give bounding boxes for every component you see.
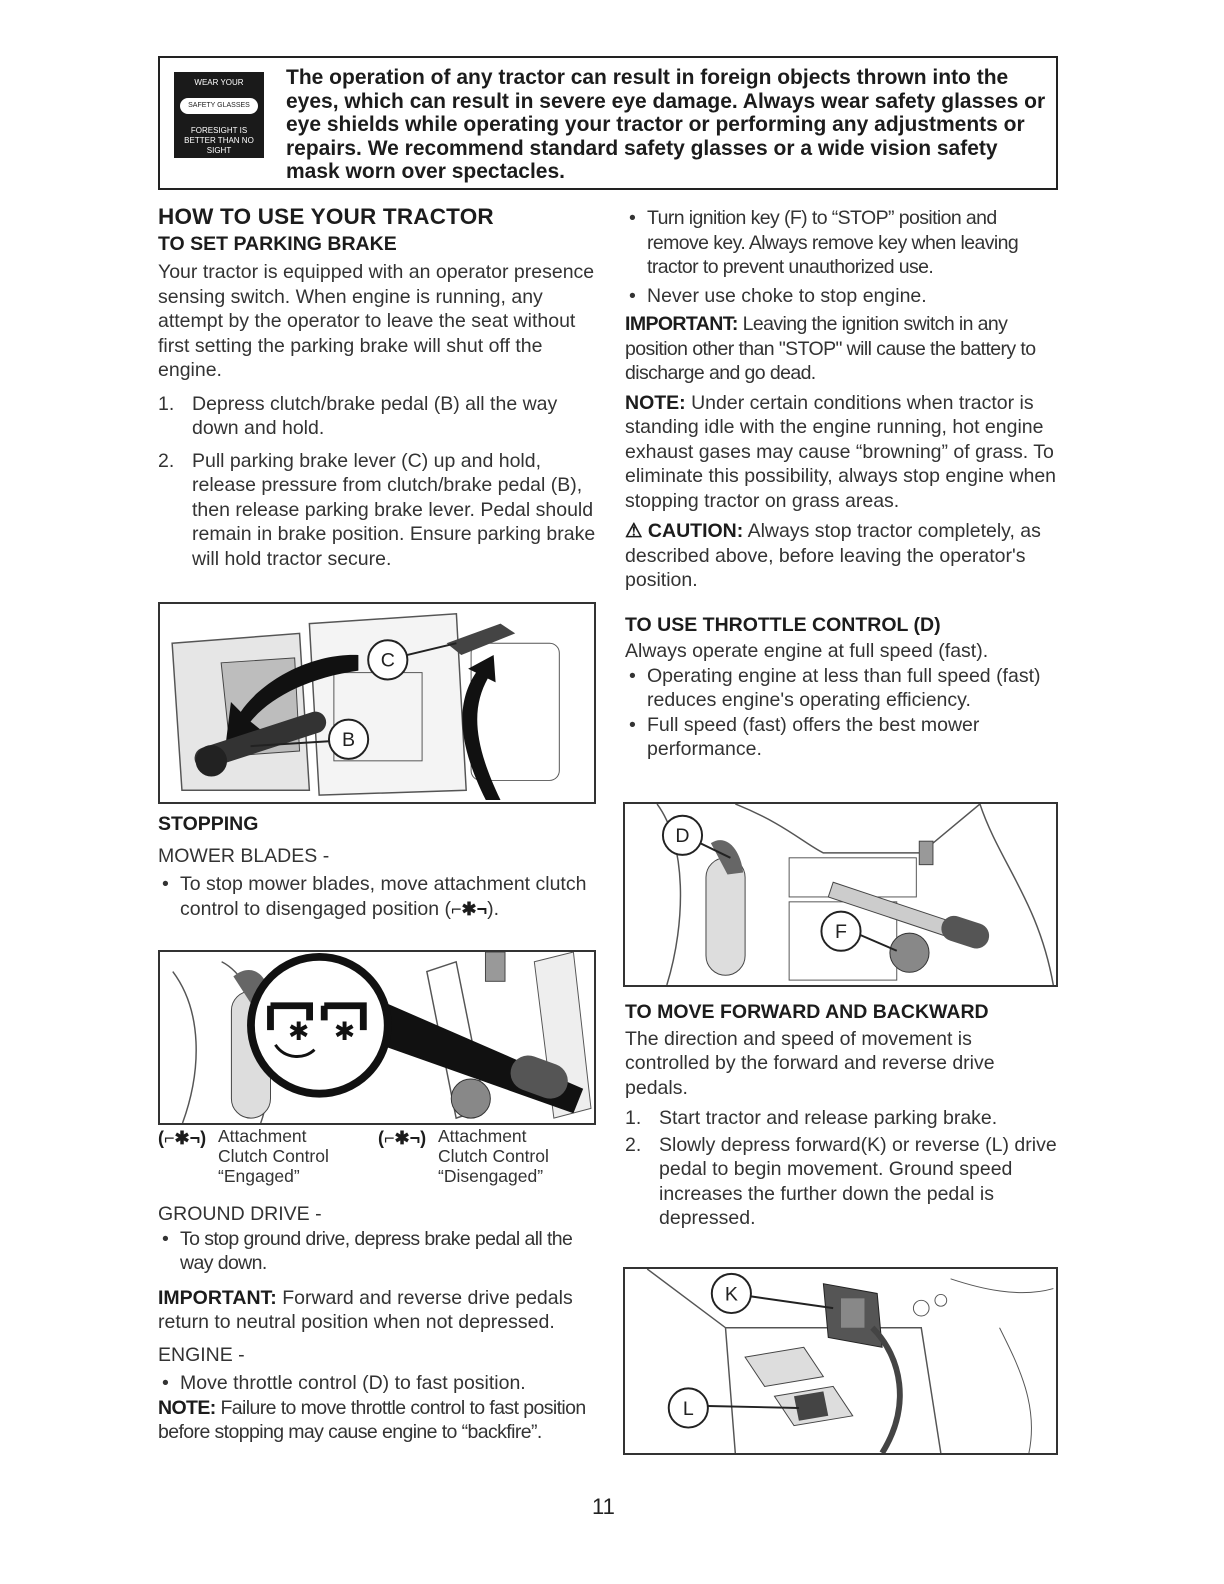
engine-heading: ENGINE - — [158, 1343, 245, 1366]
callout-d — [663, 816, 702, 855]
caption-engaged: (⌐✱¬) Attachment Clutch Control “Engaged” — [158, 1126, 329, 1186]
note-backfire: NOTE: Failure to move throttle control to fast position before stopping may cause engine to “backfire”. — [158, 1396, 586, 1443]
stopping-section — [158, 812, 596, 921]
throttle-bullet-1: • Operating engine at less than full speed (fast) reduces engine's operating efficiency. — [625, 664, 1060, 713]
drive-pedals-illustration — [625, 1269, 1056, 1453]
safety-warning-box — [158, 56, 1058, 190]
badge-line-2: SAFETY GLASSES — [180, 98, 258, 114]
stopping-heading: STOPPING — [158, 813, 259, 835]
move-step-2: 2. Slowly depress forward(K) or reverse (L) drive pedal to begin movement. Ground speed increases the further down the pedal is depressed. — [625, 1133, 1057, 1229]
caution-icon: ⚠ — [625, 520, 643, 542]
move-heading: TO MOVE FORWARD AND BACKWARD — [625, 1001, 989, 1023]
parking-step-1: 1. Depress clutch/brake pedal (B) all the way down and hold. — [158, 392, 558, 439]
throttle-bullet-2: • Full speed (fast) offers the best mower performance. — [625, 713, 1060, 762]
drive-pedals-figure — [623, 1267, 1058, 1455]
important-pedals: IMPORTANT: Forward and reverse drive pedals return to neutral position when not depressed. — [158, 1286, 573, 1333]
svg-text:✱: ✱ — [288, 1015, 310, 1046]
left-column-bottom — [158, 1202, 596, 1445]
move-section — [625, 1000, 1060, 1231]
page-title: HOW TO USE YOUR TRACTOR — [158, 204, 494, 229]
mower-blades-bullet: • To stop mower blades, move attachment clutch control to disengaged position (⌐✱¬). — [158, 872, 596, 921]
clutch-disengaged-caption-icon: (⌐✱¬) — [378, 1128, 427, 1148]
callout-b — [329, 720, 368, 759]
choke-bullet: • Never use choke to stop engine. — [625, 284, 1060, 309]
svg-text:L: L — [682, 1397, 694, 1420]
callout-l — [669, 1388, 708, 1427]
parking-brake-intro: Your tractor is equipped with an operator presence sensing switch. When engine is running, any attempt by the operator to leave the seat without first setting the parking brake will shut off the engine. — [158, 261, 595, 381]
throttle-figure — [623, 802, 1058, 987]
throttle-intro: Always operate engine at full speed (fast). — [625, 640, 989, 662]
callout-f — [821, 912, 860, 951]
parking-brake-illustration — [160, 604, 594, 802]
throttle-illustration — [625, 804, 1056, 985]
callout-c — [368, 640, 407, 679]
badge-line-3: FORESIGHT IS BETTER THAN NO SIGHT — [184, 126, 254, 155]
important-ignition: IMPORTANT: Leaving the ignition switch in any position other than "STOP" will cause the battery to discharge and go dead. — [625, 313, 1036, 384]
move-step-1: 1. Start tractor and release parking brake. — [625, 1107, 998, 1129]
svg-text:K: K — [724, 1283, 738, 1306]
parking-brake-heading: TO SET PARKING BRAKE — [158, 232, 397, 255]
move-intro: The direction and speed of movement is controlled by the forward and reverse drive pedals. — [625, 1027, 995, 1099]
clutch-engaged-icon: (⌐✱¬) — [158, 1128, 207, 1148]
svg-text:✱: ✱ — [334, 1015, 356, 1046]
left-column-top — [158, 205, 596, 571]
svg-text:D: D — [675, 825, 690, 848]
page-number: 11 — [592, 1494, 615, 1519]
parking-brake-figure — [158, 602, 596, 804]
safety-glasses-badge — [174, 72, 264, 158]
warning-text: The operation of any tractor can result in foreign objects thrown into the eyes, which can result in severe eye damage. Always wear safety glasses or eye shields while operating your tractor or performing any adjustments or repairs. We recommend standard safety glasses or a wide vision safety mask worn over spectacles. — [286, 66, 1046, 183]
clutch-disengaged-icon: ⌐✱¬ — [451, 898, 488, 919]
svg-text:B: B — [342, 729, 356, 752]
badge-line-1: WEAR YOUR — [194, 78, 244, 87]
callout-k — [712, 1274, 751, 1313]
svg-text:F: F — [835, 921, 847, 944]
note-browning: NOTE: Under certain conditions when tractor is standing idle with the engine running, hot engine exhaust gases may cause “browning” of grass. To eliminate this possibility, always stop engine when stopping tractor on grass areas. — [625, 391, 1057, 512]
engine-bullet: • Move throttle control (D) to fast position. — [158, 1371, 596, 1396]
attachment-clutch-illustration — [160, 952, 594, 1123]
caution-text: ⚠ CAUTION: Always stop tractor completely, as described above, before leaving the operator's position. — [625, 520, 1041, 591]
ground-drive-bullet: • To stop ground drive, depress brake pedal all the way down. — [158, 1227, 596, 1276]
ground-drive-heading: GROUND DRIVE - — [158, 1203, 322, 1225]
mower-blades-heading: MOWER BLADES - — [158, 844, 330, 867]
caption-disengaged: (⌐✱¬) Attachment Clutch Control “Disengaged” — [378, 1126, 549, 1186]
parking-step-2: 2. Pull parking brake lever (C) up and hold, release pressure from clutch/brake pedal (B), then release parking brake lever. Pedal should remain in brake position. Ensure parking brake will hold tractor secure. — [158, 449, 596, 570]
throttle-heading: TO USE THROTTLE CONTROL (D) — [625, 613, 941, 636]
svg-text:C: C — [380, 649, 395, 672]
attachment-clutch-figure — [158, 950, 596, 1125]
ignition-bullet: • Turn ignition key (F) to “STOP” position and remove key. Always remove key when leaving tractor to prevent unauthorized use. — [625, 206, 1060, 280]
right-column-top — [625, 206, 1060, 762]
